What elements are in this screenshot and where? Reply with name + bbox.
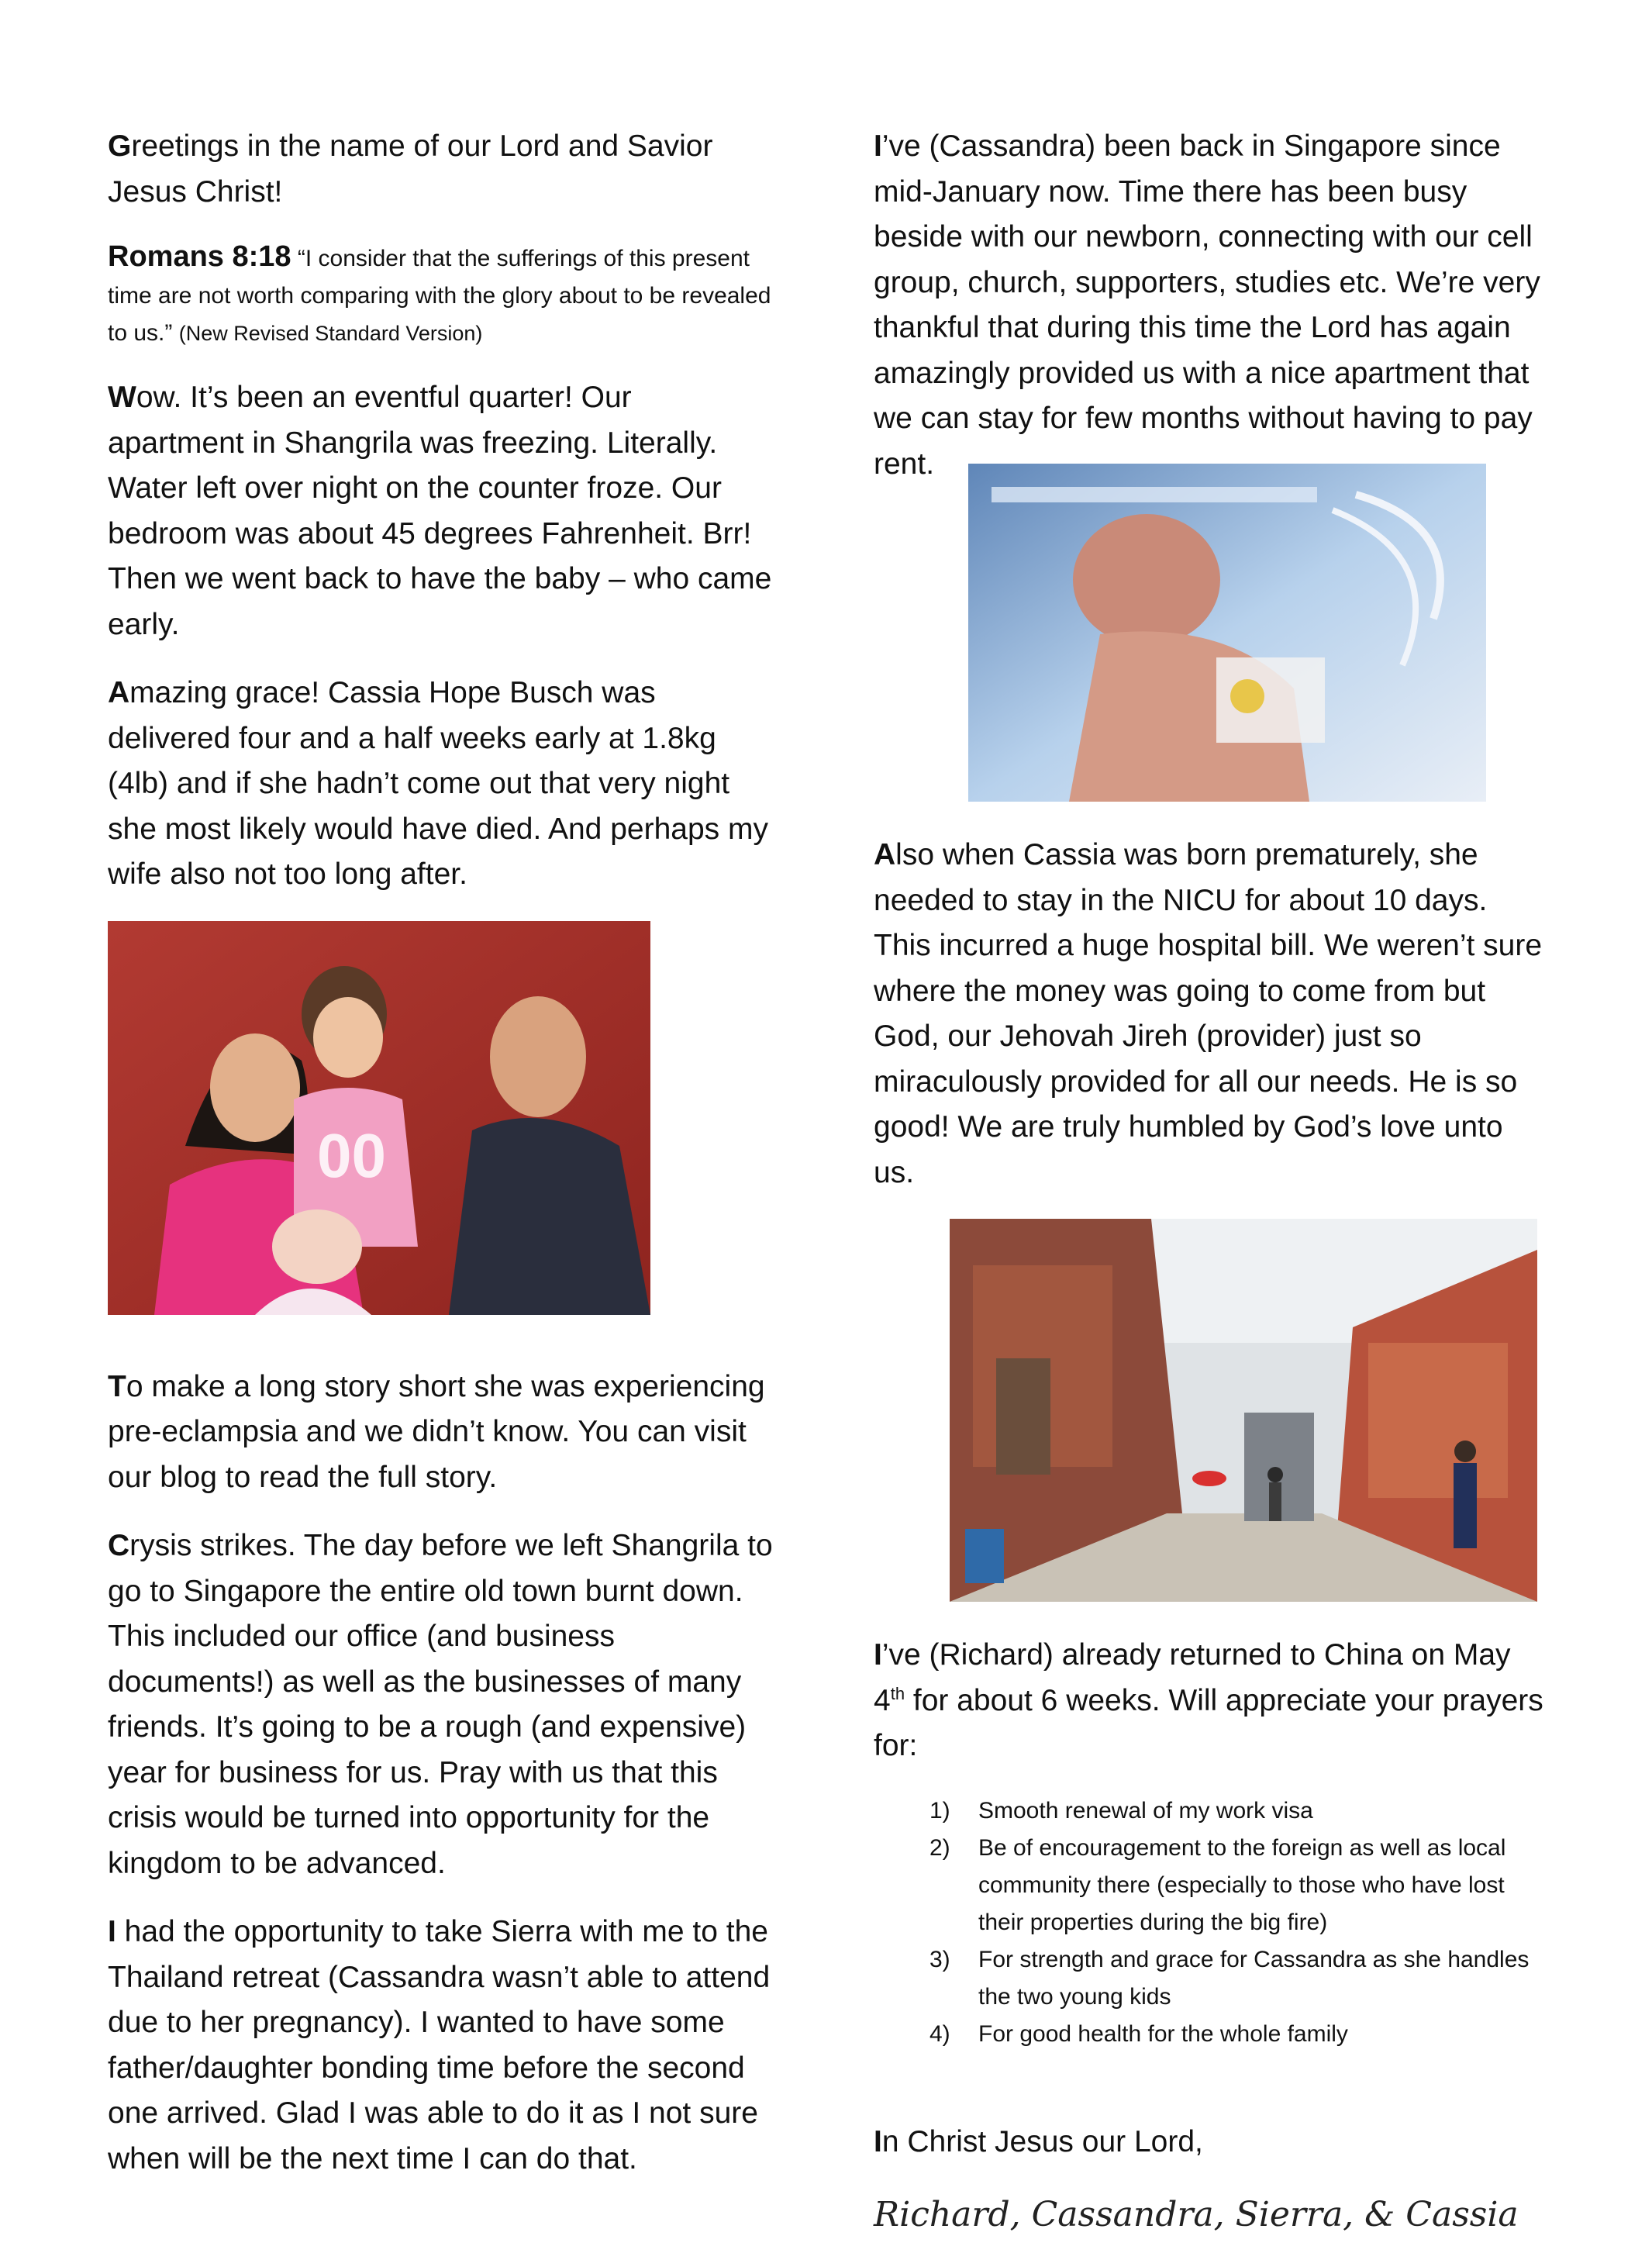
list-item: 2) Be of encouragement to the foreign as well as local community there (especially to those who have lost their properties during the big fire) (929, 1834, 1506, 1935)
list-item: 1) Smooth renewal of my work visa (929, 1797, 1313, 1824)
street-photo (950, 1219, 1537, 1602)
scripture-ref: Romans 8:18 (108, 240, 291, 273)
left-column (108, 124, 774, 2205)
eventful-paragraph: Wow. It’s been an eventful quarter! Our apartment in Shangrila was freezing. Literally. Water left over night on the counter froze. Our bedroom was about 45 degrees Fahrenheit. Brr! Then we went back to have the baby – who came early. (108, 381, 772, 641)
signature: Richard, Cassandra, Sierra, & Cassia (874, 2195, 1519, 2234)
newborn-photo (968, 464, 1486, 802)
list-item: 3) For strength and grace for Cassandra as she handles the two young kids (929, 1946, 1530, 2010)
list-item: 4) For good health for the whole family (929, 2020, 1348, 2047)
retreat-paragraph: I had the opportunity to take Sierra with me to the Thailand retreat (Cassandra wasn’t able to attend due to her pregnancy). I wanted to have some father/daughter bonding time before the second one arrived. Glad I was able to do it as I not sure when will be the next time I can do that. (108, 1915, 771, 2175)
scripture-quote: “I consider that the sufferings of this present time are not worth comparing with the glory about to be revealed to us.” (108, 246, 771, 346)
svg-text:00: 00 (317, 1120, 386, 1190)
family-photo-icon (108, 921, 650, 1315)
newborn-photo-icon (968, 464, 1486, 802)
amazing-grace-paragraph: Amazing grace! Cassia Hope Busch was delivered four and a half weeks early at 1.8kg (4lb) and if she hadn’t come out that very night she most likely would have died. And perhaps my wife also not too long after. (108, 676, 768, 891)
nicu-paragraph: Also when Cassia was born prematurely, she needed to stay in the NICU for about 10 days. This incurred a huge hospital bill. We weren’t sure where the money was going to come from but God, our Jehovah Jireh (provider) just so miraculously provided for all our needs. He is so good! We are truly humbled by God’s love unto us. (874, 838, 1543, 1189)
right-column (874, 124, 1548, 2242)
prayer-list (874, 1792, 1548, 2053)
crysis-paragraph: Crysis strikes. The day before we left Shangrila to go to Singapore the entire old town burnt down. This included our office (and business documents!) as well as the businesses of many friends. It’s going to be a rough (and expensive) year for business for us. Pray with us that this crisis would be turned into opportunity for the kingdom to be advanced. (108, 1529, 773, 1880)
greeting-paragraph: Greetings in the name of our Lord and Savior Jesus Christ! (108, 129, 713, 209)
singapore-paragraph: I’ve (Cassandra) been back in Singapore since mid-January now. Time there has been busy beside with our newborn, connecting with our cell group, church, supporters, studies etc. We’re very thankful that during this time the Lord has again amazingly provided us with a nice apartment that we can stay for few months without having to pay rent. (874, 129, 1540, 481)
china-return-paragraph: I’ve (Richard) already returned to China on May 4th for about 6 weeks. Will appreciate your prayers for: (874, 1638, 1543, 1762)
scripture-version: (New Revised Standard Version) (178, 322, 483, 345)
closing-line: In Christ Jesus our Lord, (874, 2124, 1203, 2158)
preeclampsia-paragraph: To make a long story short she was experiencing pre-eclampsia and we didn’t know. You can visit our blog to read the full story. (108, 1369, 765, 1494)
street-photo-icon (950, 1219, 1537, 1602)
scripture-paragraph (108, 238, 774, 352)
family-photo (108, 921, 650, 1315)
